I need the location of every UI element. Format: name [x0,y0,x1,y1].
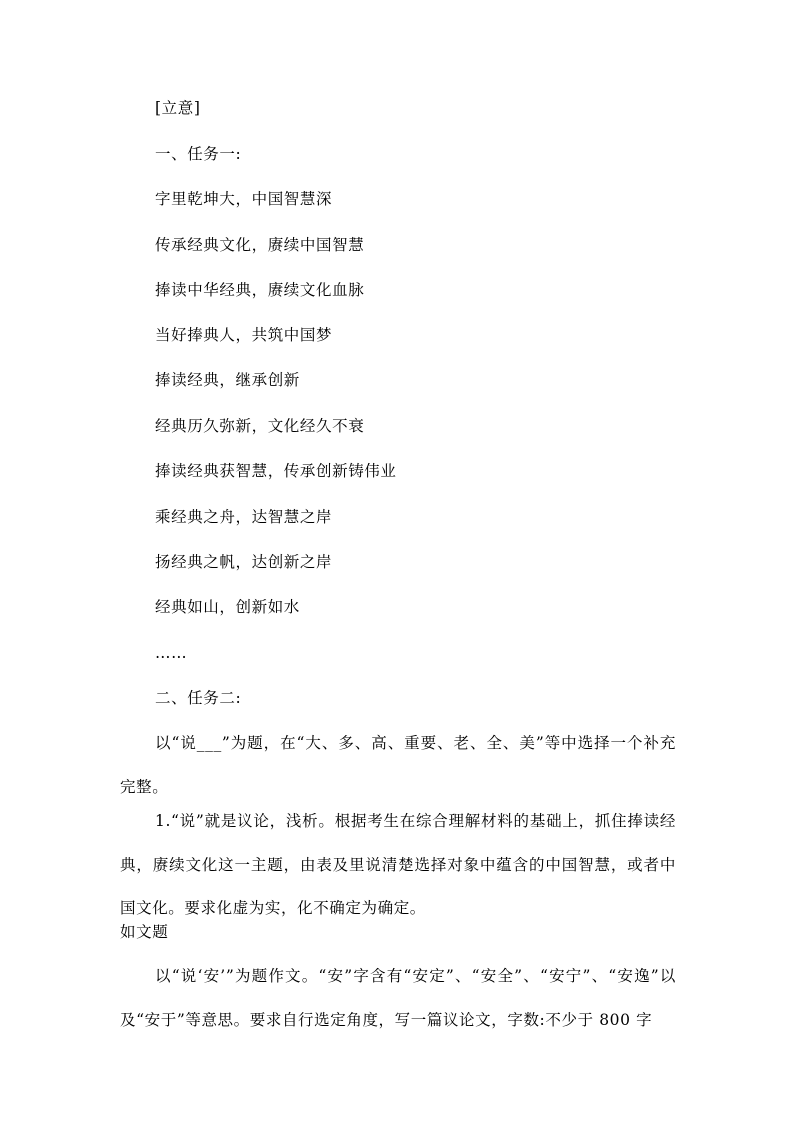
title-option-5: 捧读经典，继承创新 [155,371,300,389]
title-option-10: 经典如山，创新如水 [155,598,300,616]
task2-heading: 二、任务二: [155,689,242,707]
task2-intro-paragraph: 以“说___”为题，在“大、多、高、重要、老、全、美”等中选择一个补充完整。 [120,734,676,796]
point-1-paragraph: 1.“说”就是议论，浅析。根据考生在综合理解材料的基础上，抓住捧读经典，赓续文化这一主题，由表及里说清楚选择对象中蕴含的中国智慧，或者中国文化。要求化虚为实，化不确定为确定。 [120,812,676,917]
example-heading: 如文题 [120,923,169,941]
task1-heading: 一、任务一: [155,145,242,163]
title-option-1: 字里乾坤大，中国智慧深 [155,190,333,208]
title-option-9: 扬经典之帆，达创新之岸 [155,553,333,571]
section-label-liyi: [立意] [155,99,201,117]
title-option-6: 经典历久弥新，文化经久不衰 [155,417,365,435]
example-paragraph: 以“说‘安’”为题作文。“安”字含有“安定”、“安全”、“安宁”、“安逸”以及“安于”等意思。要求自行选定角度，写一篇议论文，字数:不少于 800 字 [120,967,676,1029]
title-option-2: 传承经典文化，赓续中国智慧 [155,236,365,254]
ellipsis: …… [155,644,188,662]
title-option-3: 捧读中华经典，赓续文化血脉 [155,281,365,299]
title-option-8: 乘经典之舟，达智慧之岸 [155,508,333,526]
title-option-4: 当好捧典人，共筑中国梦 [155,326,333,344]
title-option-7: 捧读经典获智慧，传承创新铸伟业 [155,462,397,480]
